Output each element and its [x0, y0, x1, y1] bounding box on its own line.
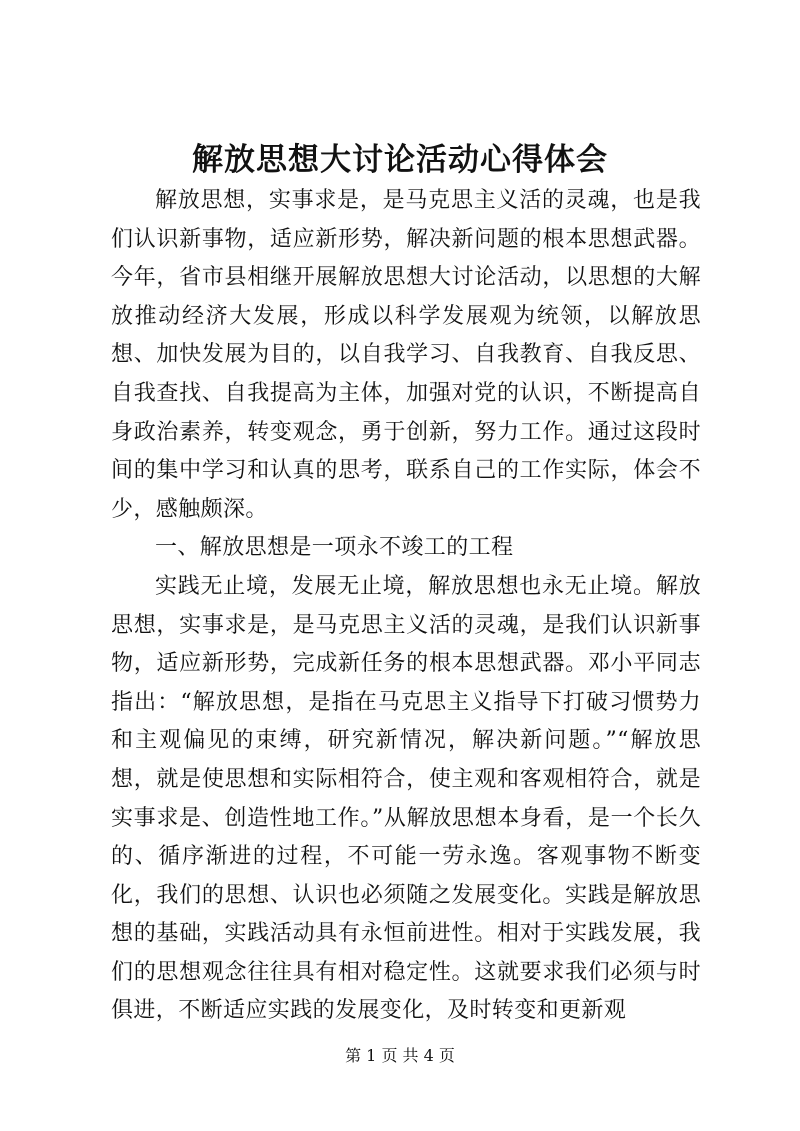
document-body	[111, 182, 701, 1031]
document-title: 解放思想大讨论活动心得体会	[192, 142, 608, 178]
page-footer: 第 1 页 共 4 页	[345, 1046, 455, 1065]
section-heading: 一、解放思想是一项永不竣工的工程	[155, 535, 514, 561]
intro-paragraph: 解放思想，实事求是，是马克思主义活的灵魂，也是我们认识新事物，适应新形势，解决新问题的根本思想武器。今年，省市县相继开展解放思想大讨论活动，以思想的大解放推动经济大发展，形成以科学发展观为统领，以解放思想、加快发展为目的，以自我学习、自我教育、自我反思、自我查找、自我提高为主体，加强对党的认识，不断提高自身政治素养，转变观念，勇于创新，努力工作。通过这段时间的集中学习和认真的思考，联系自己的工作实际，体会不少，感触颇深。	[111, 188, 701, 522]
section-paragraph: 实践无止境，发展无止境，解放思想也永无止境。解放思想，实事求是，是马克思主义活的灵魂，是我们认识新事物，适应新形势，完成新任务的根本思想武器。邓小平同志指出：“解放思想，是指在马克思主义指导下打破习惯势力和主观偏见的束缚，研究新情况，解决新问题。”“解放思想，就是使思想和实际相符合，使主观和客观相符合，就是实事求是、创造性地工作。”从解放思想本身看，是一个长久的、循序渐进的过程，不可能一劳永逸。客观事物不断变化，我们的思想、认识也必须随之发展变化。实践是解放思想的基础，实践活动具有永恒前进性。相对于实践发展，我们的思想观念往往具有相对稳定性。这就要求我们必须与时俱进，不断适应实践的发展变化，及时转变和更新观	[111, 573, 701, 1024]
